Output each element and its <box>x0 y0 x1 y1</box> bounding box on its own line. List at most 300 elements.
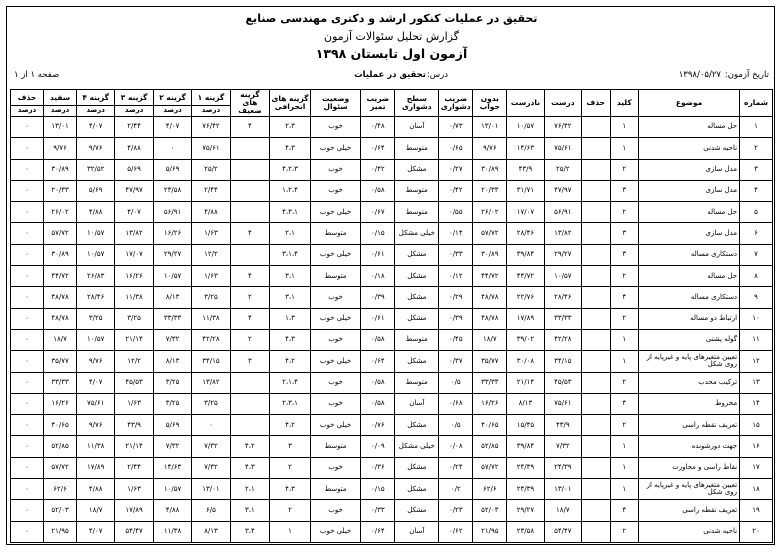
cell-option-4: ۴/۰۷ <box>76 521 114 542</box>
cell-num: ۱۹ <box>740 500 773 521</box>
cell-white: ۲۰/۳۳ <box>44 180 77 201</box>
cell-key: ۱ <box>610 138 639 159</box>
cell-wrong: ۱۴/۶۳ <box>507 138 544 159</box>
cell-discrimination: ۰/۵۸ <box>361 393 395 414</box>
cell-wrong: ۴۳/۹ <box>507 159 544 180</box>
cell-discrimination: ۰/۶۱ <box>361 308 395 329</box>
cell-status: متوسط <box>310 223 361 244</box>
cell-white: ۵۷/۷۲ <box>44 223 77 244</box>
table-row <box>11 138 773 159</box>
cell-option-2: ۸/۱۳ <box>153 351 191 372</box>
cell-status: خیلی خوب <box>310 415 361 436</box>
cell-white: ۳۳/۳۳ <box>44 372 77 393</box>
cell-correct: ۴۵/۵۳ <box>544 372 581 393</box>
cell-weak: ۴ <box>230 223 270 244</box>
cell-option-1: ۰ <box>192 415 230 436</box>
cell-num: ۱۲ <box>740 351 773 372</box>
cell-wrong: ۲۱/۱۴ <box>507 372 544 393</box>
cell-status: خیلی خوب <box>310 521 361 542</box>
cell-deviant: ۳،۱،۴ <box>270 244 311 265</box>
cell-white: ۱۶/۲۶ <box>44 393 77 414</box>
col-status: وضعیت سئوال <box>310 90 361 117</box>
cell-option-1: ۱۱/۳۸ <box>192 308 230 329</box>
cell-discrimination: ۰/۳۳ <box>361 500 395 521</box>
cell-difficulty-level: مشکل <box>395 479 439 500</box>
cell-topic: ناحیه شدنی <box>639 138 740 159</box>
cell-option-4: ۱۰/۵۷ <box>76 223 114 244</box>
cell-topic: تعیین متغیرهای پایه و غیرپایه از روی شکل <box>639 479 740 500</box>
cell-omit <box>581 117 610 138</box>
cell-topic: ناحیه شدنی <box>639 521 740 542</box>
cell-option-3: ۴۷/۹۷ <box>115 180 153 201</box>
cell-topic: مدل سازی <box>639 180 740 201</box>
cell-omit <box>581 159 610 180</box>
cell-topic: جهت دورشونده <box>639 436 740 457</box>
cell-omit <box>581 180 610 201</box>
cell-omit-2: ۰ <box>11 500 44 521</box>
cell-num: ۱۱ <box>740 329 773 350</box>
cell-option-2: ۵۶/۹۱ <box>153 202 191 223</box>
cell-key: ۳ <box>610 223 639 244</box>
cell-deviant: ۱ <box>270 521 311 542</box>
cell-discrimination: ۰/۰۹ <box>361 436 395 457</box>
cell-difficulty-level: متوسط <box>395 202 439 223</box>
table-row <box>11 223 773 244</box>
cell-option-3: ۴/۸۸ <box>115 138 153 159</box>
cell-white: ۱۳/۰۱ <box>44 117 77 138</box>
cell-option-3: ۱۷/۰۷ <box>115 244 153 265</box>
cell-discrimination: ۰/۵۸ <box>361 372 395 393</box>
cell-difficulty-coef: ۰/۳۳ <box>439 244 473 265</box>
cell-difficulty-level: متوسط <box>395 180 439 201</box>
cell-correct: ۴۳/۹ <box>544 415 581 436</box>
cell-key: ۱ <box>610 436 639 457</box>
cell-status: خوب <box>310 457 361 478</box>
cell-omit <box>581 244 610 265</box>
cell-option-1: ۱/۶۳ <box>192 266 230 287</box>
cell-difficulty-coef: ۰/۶۸ <box>439 393 473 414</box>
cell-omit <box>581 223 610 244</box>
cell-omit <box>581 266 610 287</box>
cell-option-1: ۲۵/۲ <box>192 159 230 180</box>
cell-deviant: ۴،۲،۳ <box>270 159 311 180</box>
cell-weak <box>230 202 270 223</box>
cell-num: ۱۰ <box>740 308 773 329</box>
cell-discrimination: ۰/۴۲ <box>361 159 395 180</box>
cell-option-3: ۲۱/۱۴ <box>115 436 153 457</box>
cell-white: ۳۵/۷۷ <box>44 351 77 372</box>
cell-option-3: ۱۱/۳۸ <box>115 287 153 308</box>
cell-wrong: ۲۴/۳۹ <box>507 457 544 478</box>
cell-option-1: ۶/۵ <box>192 500 230 521</box>
cell-difficulty-level: مشکل <box>395 244 439 265</box>
cell-omit <box>581 393 610 414</box>
cell-option-2: ۱۰/۵۷ <box>153 479 191 500</box>
cell-correct: ۴۷/۹۷ <box>544 180 581 201</box>
cell-blank: ۳۳/۳۳ <box>473 372 507 393</box>
cell-option-4: ۱۷/۸۹ <box>76 457 114 478</box>
cell-weak <box>230 159 270 180</box>
col-option-3: گزینه ۳ <box>115 90 153 106</box>
cell-option-2: ۱۶/۲۶ <box>153 223 191 244</box>
cell-option-3: ۱۷/۸۹ <box>115 500 153 521</box>
course-name: تحقیق در عملیات <box>354 70 426 80</box>
cell-blank: ۲۰/۳۳ <box>473 180 507 201</box>
cell-blank: ۵۷/۷۲ <box>473 457 507 478</box>
cell-white: ۵۲/۰۳ <box>44 500 77 521</box>
cell-omit-2: ۰ <box>11 202 44 223</box>
cell-option-2: ۵/۶۹ <box>153 415 191 436</box>
col-difficulty-level: سطح دشواری <box>395 90 439 117</box>
page-indicator: صفحه ۱ از ۱ <box>14 70 60 80</box>
cell-difficulty-coef: ۰/۲۴ <box>439 457 473 478</box>
col-omit: حذف <box>581 90 610 117</box>
cell-white: ۴۰/۶۵ <box>44 415 77 436</box>
cell-num: ۱۴ <box>740 393 773 414</box>
cell-white: ۲۶/۰۲ <box>44 202 77 223</box>
cell-discrimination: ۰/۶۱ <box>361 244 395 265</box>
cell-weak: ۲ <box>230 287 270 308</box>
cell-difficulty-level: آسان <box>395 117 439 138</box>
cell-option-4: ۲۸/۴۶ <box>76 287 114 308</box>
cell-option-1: ۳۴/۱۵ <box>192 351 230 372</box>
cell-blank: ۴۴/۷۲ <box>473 266 507 287</box>
cell-blank: ۲۶/۰۲ <box>473 202 507 223</box>
cell-deviant: ۲ <box>270 500 311 521</box>
cell-difficulty-level: مشکل <box>395 351 439 372</box>
cell-status: خیلی خوب <box>310 202 361 223</box>
cell-correct: ۵۶/۹۱ <box>544 202 581 223</box>
cell-wrong: ۱۷/۰۷ <box>507 202 544 223</box>
cell-option-1: ۱۲/۲ <box>192 244 230 265</box>
cell-difficulty-coef: ۰/۷۳ <box>439 117 473 138</box>
cell-wrong: ۳۹/۰۲ <box>507 329 544 350</box>
cell-omit <box>581 479 610 500</box>
cell-option-3: ۳/۲۵ <box>115 308 153 329</box>
cell-white: ۹/۷۶ <box>44 138 77 159</box>
cell-topic: مدل سازی <box>639 159 740 180</box>
table-row <box>11 266 773 287</box>
cell-blank: ۵۲/۸۵ <box>473 436 507 457</box>
cell-deviant: ۲،۱،۴ <box>270 372 311 393</box>
cell-status: خیلی خوب <box>310 351 361 372</box>
cell-white: ۳۰/۸۹ <box>44 244 77 265</box>
cell-num: ۹ <box>740 287 773 308</box>
table-row <box>11 351 773 372</box>
cell-topic: گوله پشتی <box>639 329 740 350</box>
cell-deviant: ۴،۳،۱ <box>270 202 311 223</box>
cell-topic: حل مساله <box>639 266 740 287</box>
cell-difficulty-coef: ۰/۵ <box>439 415 473 436</box>
cell-white: ۴۸/۷۸ <box>44 287 77 308</box>
cell-option-3: ۱/۶۳ <box>115 393 153 414</box>
cell-wrong: ۳۰/۰۸ <box>507 351 544 372</box>
cell-num: ۱۸ <box>740 479 773 500</box>
cell-num: ۷ <box>740 244 773 265</box>
cell-correct: ۴۲/۲۸ <box>544 329 581 350</box>
cell-omit-2: ۰ <box>11 308 44 329</box>
table-row <box>11 393 773 414</box>
cell-correct: ۱۸/۷ <box>544 500 581 521</box>
cell-weak: ۳،۴ <box>230 521 270 542</box>
cell-wrong: ۳۱/۷۱ <box>507 180 544 201</box>
cell-wrong: ۱۰/۵۷ <box>507 117 544 138</box>
cell-discrimination: ۰/۳۶ <box>361 457 395 478</box>
cell-difficulty-coef: ۰/۵۵ <box>439 202 473 223</box>
cell-topic: مدل سازی <box>639 223 740 244</box>
cell-option-1: ۳/۲۵ <box>192 287 230 308</box>
cell-correct: ۱۳/۰۱ <box>544 479 581 500</box>
table-row <box>11 479 773 500</box>
cell-topic: دستکاری مساله <box>639 287 740 308</box>
cell-white: ۶۲/۶ <box>44 479 77 500</box>
cell-option-4: ۱۰/۵۷ <box>76 244 114 265</box>
course-label: درس: <box>426 70 448 80</box>
cell-option-4: ۱۰/۵۷ <box>76 329 114 350</box>
cell-weak: ۴ <box>230 117 270 138</box>
cell-weak: ۳ <box>230 351 270 372</box>
cell-correct: ۷۵/۶۱ <box>544 138 581 159</box>
cell-status: خوب <box>310 159 361 180</box>
cell-status: خوب <box>310 180 361 201</box>
cell-white: ۱۸/۷ <box>44 329 77 350</box>
cell-difficulty-coef: ۰/۶۲ <box>439 521 473 542</box>
cell-difficulty-level: مشکل <box>395 308 439 329</box>
cell-weak: ۴ <box>230 308 270 329</box>
cell-wrong: ۲۳/۵۸ <box>507 521 544 542</box>
cell-omit-2: ۰ <box>11 244 44 265</box>
cell-correct: ۱۰/۵۷ <box>544 266 581 287</box>
cell-weak <box>230 244 270 265</box>
cell-status: خوب <box>310 372 361 393</box>
cell-key: ۳ <box>610 244 639 265</box>
cell-difficulty-coef: ۰/۴۵ <box>439 329 473 350</box>
cell-weak: ۲،۱ <box>230 479 270 500</box>
cell-discrimination: ۰/۳۹ <box>361 287 395 308</box>
table-row <box>11 180 773 201</box>
exam-name: آزمون اول تابستان ۱۳۹۸ <box>315 46 468 61</box>
cell-num: ۲ <box>740 138 773 159</box>
cell-option-3: ۱۳/۸۲ <box>115 223 153 244</box>
cell-num: ۸ <box>740 266 773 287</box>
cell-discrimination: ۰/۱۵ <box>361 479 395 500</box>
cell-wrong: ۱۵/۴۵ <box>507 415 544 436</box>
cell-option-4: ۴/۰۷ <box>76 117 114 138</box>
cell-omit-2: ۰ <box>11 351 44 372</box>
cell-option-4: ۳۲/۵۲ <box>76 159 114 180</box>
col-weak-options: گزینه های ضعیف <box>230 90 270 117</box>
cell-blank: ۳۵/۷۷ <box>473 351 507 372</box>
cell-option-3: ۲۱/۱۴ <box>115 329 153 350</box>
cell-correct: ۵۴/۴۷ <box>544 521 581 542</box>
cell-discrimination: ۰/۴۸ <box>361 117 395 138</box>
cell-blank: ۶۲/۶ <box>473 479 507 500</box>
cell-omit-2: ۰ <box>11 180 44 201</box>
cell-difficulty-coef: ۰/۳۷ <box>439 351 473 372</box>
cell-option-2: ۲۳/۵۸ <box>153 180 191 201</box>
table-row <box>11 287 773 308</box>
cell-deviant: ۲،۳ <box>270 117 311 138</box>
col-white: سفید <box>44 90 77 106</box>
cell-deviant: ۳،۱ <box>270 266 311 287</box>
cell-option-2: ۷/۳۲ <box>153 329 191 350</box>
cell-num: ۲۰ <box>740 521 773 542</box>
cell-option-4: ۹/۷۶ <box>76 415 114 436</box>
cell-key: ۱ <box>610 329 639 350</box>
cell-omit-2: ۰ <box>11 287 44 308</box>
cell-omit <box>581 457 610 478</box>
cell-option-2: ۷/۳۲ <box>153 436 191 457</box>
cell-omit-2: ۰ <box>11 457 44 478</box>
cell-key: ۱ <box>610 457 639 478</box>
cell-blank: ۴۸/۷۸ <box>473 308 507 329</box>
cell-option-4: ۹/۷۶ <box>76 138 114 159</box>
cell-key: ۲ <box>610 202 639 223</box>
cell-weak <box>230 415 270 436</box>
cell-option-2: ۵/۶۹ <box>153 159 191 180</box>
cell-correct: ۲۹/۲۷ <box>544 244 581 265</box>
cell-status: متوسط <box>310 436 361 457</box>
col-wrong: نادرست <box>507 90 544 117</box>
table-row <box>11 159 773 180</box>
cell-difficulty-level: مشکل <box>395 266 439 287</box>
cell-correct: ۷/۳۲ <box>544 436 581 457</box>
col-discrimination: ضریب تمیز <box>361 90 395 117</box>
cell-omit <box>581 500 610 521</box>
cell-option-2: ۱۱/۳۸ <box>153 521 191 542</box>
cell-option-2: ۱۰/۵۷ <box>153 266 191 287</box>
cell-option-3: ۲/۴۴ <box>115 457 153 478</box>
cell-option-3: ۲/۴۴ <box>115 117 153 138</box>
cell-topic: ارتباط دو مساله <box>639 308 740 329</box>
cell-white: ۴۸/۷۸ <box>44 308 77 329</box>
cell-correct: ۲۴/۳۹ <box>544 457 581 478</box>
cell-key: ۲ <box>610 159 639 180</box>
cell-option-1: ۴/۸۸ <box>192 202 230 223</box>
cell-key: ۲ <box>610 266 639 287</box>
percent-label: درصد <box>115 106 153 117</box>
cell-blank: ۴۰/۶۵ <box>473 415 507 436</box>
cell-num: ۱۶ <box>740 436 773 457</box>
col-num: شماره <box>740 90 773 117</box>
cell-discrimination: ۰/۶۴ <box>361 351 395 372</box>
exam-date-label: تاریخ آزمون: <box>724 70 769 80</box>
cell-discrimination: ۰/۶۴ <box>361 521 395 542</box>
cell-key: ۱ <box>610 479 639 500</box>
cell-blank: ۱۸/۷ <box>473 329 507 350</box>
cell-difficulty-coef: ۰/۰۸ <box>439 436 473 457</box>
cell-blank: ۹/۷۶ <box>473 138 507 159</box>
cell-option-2: ۳۳/۳۳ <box>153 308 191 329</box>
table-row <box>11 372 773 393</box>
cell-wrong: ۴۴/۷۲ <box>507 266 544 287</box>
cell-status: خوب <box>310 500 361 521</box>
percent-label: درصد <box>153 106 191 117</box>
cell-option-4: ۴/۸۸ <box>76 479 114 500</box>
cell-option-1: ۱۳/۸۲ <box>192 372 230 393</box>
cell-blank: ۳۰/۸۹ <box>473 244 507 265</box>
col-key: کلید <box>610 90 639 117</box>
cell-option-1: ۲/۴۴ <box>192 180 230 201</box>
col-omit-2: حذف <box>11 90 44 106</box>
cell-option-2: ۰ <box>153 138 191 159</box>
cell-option-1: ۴۲/۲۸ <box>192 329 230 350</box>
cell-key: ۴ <box>610 393 639 414</box>
cell-num: ۱۵ <box>740 415 773 436</box>
col-difficulty-coef: ضریب دشواری <box>439 90 473 117</box>
col-deviant-options: گزینه های انحرافی <box>270 90 311 117</box>
cell-topic: مخروط <box>639 393 740 414</box>
cell-option-4: ۴/۰۷ <box>76 372 114 393</box>
cell-difficulty-level: متوسط <box>395 372 439 393</box>
cell-correct: ۷۵/۶۱ <box>544 393 581 414</box>
report-title: تحقیق در عملیات کنکور ارشد و دکتری مهندسی صنایع <box>245 12 538 25</box>
cell-omit <box>581 351 610 372</box>
cell-deviant: ۲ <box>270 457 311 478</box>
cell-difficulty-level: خیلی مشکل <box>395 223 439 244</box>
cell-difficulty-level: آسان <box>395 521 439 542</box>
cell-deviant: ۱،۲،۴ <box>270 180 311 201</box>
cell-blank: ۱۳/۰۱ <box>473 117 507 138</box>
col-option-2: گزینه ۲ <box>153 90 191 106</box>
cell-difficulty-level: مشکل <box>395 287 439 308</box>
cell-status: متوسط <box>310 266 361 287</box>
cell-topic: نقاط راسی و مجاورت <box>639 457 740 478</box>
cell-blank: ۴۸/۷۸ <box>473 287 507 308</box>
cell-omit <box>581 415 610 436</box>
table-body <box>11 117 773 543</box>
cell-option-4: ۲۶/۸۳ <box>76 266 114 287</box>
cell-option-3: ۱۶/۲۶ <box>115 266 153 287</box>
cell-num: ۵ <box>740 202 773 223</box>
cell-key: ۳ <box>610 180 639 201</box>
cell-topic: تعریف نقطه راسی <box>639 500 740 521</box>
cell-option-3: ۵۴/۴۷ <box>115 521 153 542</box>
cell-difficulty-coef: ۰/۱۲ <box>439 266 473 287</box>
cell-key: ۲ <box>610 372 639 393</box>
cell-topic: ترکیب محدب <box>639 372 740 393</box>
cell-omit-2: ۰ <box>11 521 44 542</box>
cell-wrong: ۳۹/۸۴ <box>507 244 544 265</box>
exam-date: ۱۳۹۸/۰۵/۲۷ <box>678 70 721 80</box>
cell-key: ۲ <box>610 308 639 329</box>
cell-option-1: ۷/۳۲ <box>192 457 230 478</box>
cell-key: ۱ <box>610 117 639 138</box>
percent-label: درصد <box>192 106 230 117</box>
cell-difficulty-coef: ۰/۵ <box>439 372 473 393</box>
cell-weak: ۲ <box>230 329 270 350</box>
percent-label: درصد <box>44 106 77 117</box>
cell-blank: ۵۷/۷۲ <box>473 223 507 244</box>
cell-weak <box>230 180 270 201</box>
cell-topic: تعریف نقطه راسی <box>639 415 740 436</box>
cell-deviant: ۴،۳ <box>270 138 311 159</box>
cell-option-1: ۷۶/۴۲ <box>192 117 230 138</box>
cell-num: ۴ <box>740 180 773 201</box>
cell-omit-2: ۰ <box>11 479 44 500</box>
cell-status: خیلی خوب <box>310 308 361 329</box>
cell-omit-2: ۰ <box>11 415 44 436</box>
cell-option-2: ۴/۰۷ <box>153 117 191 138</box>
cell-difficulty-level: مشکل <box>395 415 439 436</box>
cell-option-4: ۳/۲۵ <box>76 308 114 329</box>
cell-option-4: ۱۸/۷ <box>76 500 114 521</box>
cell-white: ۵۲/۸۵ <box>44 436 77 457</box>
cell-white: ۴۴/۷۲ <box>44 266 77 287</box>
cell-correct: ۲۵/۲ <box>544 159 581 180</box>
cell-deviant: ۳ <box>270 436 311 457</box>
col-blank: بدون جواب <box>473 90 507 117</box>
